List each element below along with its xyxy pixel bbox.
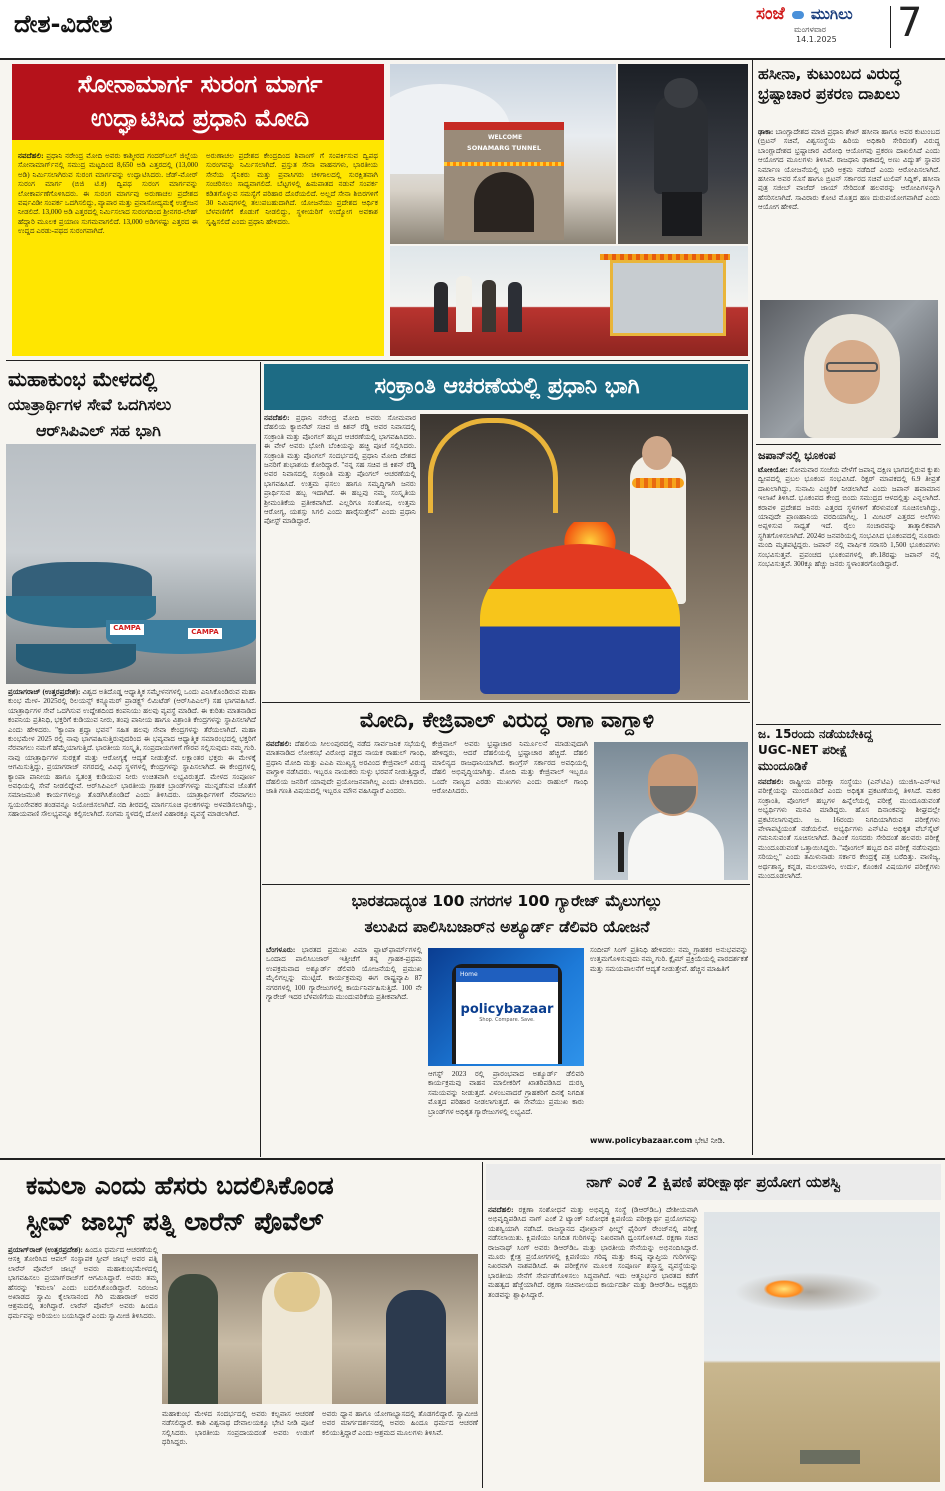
dignitary-4 (508, 282, 522, 332)
dignitary-2 (456, 276, 472, 332)
powell-col1: ಪ್ರಯಾಗ್‌ರಾಜ್ (ಉತ್ತರಪ್ರದೇಶ): ಹಿಂದೂ ಧರ್ಮದ ಆಚರಣೆಯಲ್ಲಿ ಆಸಕ್ತಿ ತೋರಿಸಿದ ಆಪಲ್ ಸಂಸ್ಥಾಪಕ ಸ್ಟೀವ್ ಜಾಬ್ಸ್ ಅವರ ಪತ್ನಿ ಲಾರೆನ್ ಪೊವೆಲ್ ಜಾಬ್ಸ್ ಅವರು ಮಹಾಕುಂಭಮೇಳದಲ್ಲಿ ಭಾಗವಹಿಸಲು ಪ್ರಯಾಗ್‌ರಾಜ್‌ಗೆ ಆಗಮಿಸಿದ್ದಾರೆ. ಅವರು ತಮ್ಮ ಹೆಸರನ್ನು 'ಕಮಲಾ' ಎಂದು ಬದಲಿಸಿಕೊಂಡಿದ್ದಾರೆ. ನಿರಂಜನಿ ಅಖಾಡದ ಸ್ವಾಮಿ ಕೈಲಾಸಾನಂದ ಗಿರಿ ಮಹಾರಾಜ್ ಅವರ ಆಶ್ರಮದಲ್ಲಿ ತಂಗಿದ್ದಾರೆ. ಲಾರೆನ್ ಪೊವೆಲ್ ಅವರು ಹಿಂದೂ ಧರ್ಮವನ್ನು ಅರಿಯಲು ಬಯಸಿದ್ದಾರೆ ಎಂದು ಸ್ವಾಮೀಜಿ ತಿಳಿಸಿದರು. (8, 1246, 158, 1320)
page-number: 7 (897, 0, 923, 46)
sonamarg-dateline: ನವದೆಹಲಿ: (18, 152, 44, 160)
dignitary-3 (482, 280, 496, 332)
policybazaar-link[interactable]: www.policybazaar.com (590, 1136, 693, 1145)
rahul-shirt (628, 812, 724, 880)
sonamarg-headline-line2: ಉದ್ಘಾಟಿಸಿದ ಪ್ರಧಾನಿ ಮೋದಿ (90, 104, 310, 132)
sonamarg-story (8, 62, 748, 358)
kumbh-headline-line2: ಯಾತ್ರಾರ್ಥಿಗಳ ಸೇವೆ ಒದಗಿಸಲು (8, 395, 172, 414)
boat-3 (16, 644, 136, 674)
missile-launch-photo (704, 1212, 940, 1482)
japan-headline: ಜಪಾನ್‌ನಲ್ಲಿ ಭೂಕಂಪ (758, 449, 836, 462)
pm-head (642, 436, 672, 470)
brand-name-sanje: ಸಂಜೆ (756, 4, 785, 24)
ugc-net-story (756, 726, 941, 1156)
marigold-garland-2 (632, 478, 684, 488)
kumbh-headline-line3: ಆರ್‌ಸಿಪಿಎಲ್ ಸಹ ಭಾಗಿ (36, 421, 161, 440)
pm-walking-photo (618, 64, 748, 244)
nag-dateline: ನವದೆಹಲಿ: (488, 1206, 514, 1214)
sonamarg-col1: ನವದೆಹಲಿ: ಪ್ರಧಾನಿ ನರೇಂದ್ರ ಮೋದಿ ಅವರು ಕಾಶ್ಮೀರದ ಗಂದರ್‌ಬಲ್ ಜಿಲ್ಲೆಯ ಸೋನಾಮಾರ್ಗ್‌ನಲ್ಲಿ ಸಮುದ್ರ ಮಟ್ಟದಿಂದ 8,650 ಅಡಿ ಎತ್ತರದಲ್ಲಿ (13,000 ಅಡಿ) ನಿರ್ಮಿಸಲಾಗಿರುವ ಸುರಂಗ ಮಾರ್ಗವನ್ನು ಉದ್ಘಾಟಿಸಿದರು. ಜೆಡ್-ಮೋರ್ ಸುರಂಗ ಮಾರ್ಗ (ಬಿಜಿ ಟಿ.ಕ) ದ್ವಿಪಥ ಸುರಂಗ ಮಾರ್ಗವನ್ನು ಲೋಕಾರ್ಪಣೆಗೊಳಿಸಿದರು. ಈ ಸುರಂಗ ಮಾರ್ಗವು ಅರುಣಾಚಲ ಪ್ರದೇಶದ ವರ್ಷವಿಡೀ ಸಂಪರ್ಕ ಒದಗಿಸಲಿದ್ದು, ವ್ಯಾಪಾರ ಮತ್ತು ಪ್ರವಾಸೋದ್ಯಮಕ್ಕೆ ಉತ್ತೇಜನ ನೀಡಲಿದೆ. 13,000 ಅಡಿ ಎತ್ತರದಲ್ಲಿ ನಿರ್ಮಿಸಲಾದ ಸುರಂಗದಿಂದ ಶ್ರೀನಗರ-ಲೇಹ್ ಹೆದ್ದಾರಿ ಮೂಲಕ ಪ್ರಯಾಣ ಸುಗಮವಾಗಲಿದೆ. 13,000 ಅಡಿಗಳಷ್ಟು ಎತ್ತರದ ಈ ಉದ್ದದ ಎರಡು-ಪಥದ ಸುರಂಗವಾಗಿದೆ. (18, 152, 198, 236)
hasina-face (824, 340, 880, 404)
powell-col2: ಮಹಾಕುಂಭ ಮೇಳದ ಸಂದರ್ಭದಲ್ಲಿ ಅವರು ಕಲ್ಪವಾಸ ಆಚರಣೆ ನಡೆಸಲಿದ್ದಾರೆ. ಕಾಶಿ ವಿಶ್ವನಾಥ ದೇವಾಲಯಕ್ಕೂ ಭೇಟಿ ನೀಡಿ ಪೂಜೆ ಸಲ್ಲಿಸಿದರು. ಭಾರತೀಯ ಸಂಪ್ರದಾಯದಂತೆ ಅವರು ಉಡುಗೆ ಧರಿಸಿದ್ದರು. (162, 1410, 314, 1447)
marigold-garland (600, 254, 730, 260)
brand-name-mugilu: ಮುಗಿಲು (810, 5, 853, 23)
issue-date: 14.1.2025 (796, 35, 837, 44)
tunnel-entrance-photo (390, 64, 616, 244)
pb-dateline: ಬೆಂಗಳೂರು: (266, 946, 296, 954)
pb-headline-line1: ಭಾರತದಾದ್ಯಂತ 100 ನಗರಗಳ 100 ಗ್ಯಾರೇಜ್ ಮೈಲುಗಲ್ಲು (351, 892, 663, 910)
inauguration-ceremony-photo (390, 246, 748, 356)
kumbh-body: ಪ್ರಯಾಗರಾಜ್ (ಉತ್ತರಪ್ರದೇಶ): ವಿಶ್ವದ ಅತಿದೊಡ್ಡ ಆಧ್ಯಾತ್ಮಿಕ ಸಮ್ಮೇಳನಗಳಲ್ಲಿ ಒಂದು ಎನಿಸಿಕೊಂಡಿರುವ ಮಹಾ ಕುಂಭ ಮೇಳ- 2025ರಲ್ಲಿ ರಿಲಯನ್ಸ್ ಕನ್ಸ್ಯೂಮರ್ ಪ್ರಾಡಕ್ಟ್ಸ್ ಲಿಮಿಟೆಡ್ (ಆರ್‌ಸಿಪಿಎಲ್) ಸಹ ಭಾಗವಹಿಸಿದೆ. ಯಾತ್ರಾರ್ಥಿಗಳ ಸೇವೆ ಒದಗಿಸುವ ಉದ್ದೇಶದಿಂದ ಕಂಪನಿಯು ಹಲವು ವ್ಯವಸ್ಥೆ ಮಾಡಿದೆ. ಈ ಕುರಿತು ಮಾತನಾಡಿದ ಕಂಪನಿಯ ಪ್ರತಿನಿಧಿ, ಭಕ್ತರಿಗೆ ಕುಡಿಯುವ ನೀರು, ತಂಪು ಪಾನೀಯ ಹಾಗೂ ವಿಶ್ರಾಂತಿ ಕೇಂದ್ರಗಳನ್ನು ಸ್ಥಾಪಿಸಲಾಗಿದೆ ಎಂದು ಹೇಳಿದರು. "ಕ್ಯಾಂಪಾ ಶ್ರದ್ಧಾ ಭವನ" ಸಹಿತ ಹಲವು ಸೇವಾ ಕೇಂದ್ರಗಳನ್ನು ತೆರೆಯಲಾಗಿದೆ. ಮಹಾ ಕುಂಭಮೇಳ 2025 ರಲ್ಲಿ ನಾವು ಭಾಗವಹಿಸುತ್ತಿರುವುದರಿಂದ ಈ ಭವ್ಯವಾದ ಆಧ್ಯಾತ್ಮಿಕ ಸಮಾರಂಭದಲ್ಲಿ ಭಕ್ತರಿಗೆ ನೆರವಾಗಲು ನಮಗೆ ಹೆಮ್ಮೆಯಾಗುತ್ತಿದೆ. ಭಾರತೀಯ ಸಂಸ್ಕೃತಿ, ಸಂಪ್ರದಾಯಗಳಿಗೆ ಗೌರವ ಸಲ್ಲಿಸುವುದು ನಮ್ಮ ಗುರಿ. ನಾವು ಯಾತ್ರಾರ್ಥಿಗಳ ಸುರಕ್ಷತೆ ಮತ್ತು ಆರೋಗ್ಯಕ್ಕೆ ಆದ್ಯತೆ ನೀಡುತ್ತೇವೆ. ಲಕ್ಷಾಂತರ ಭಕ್ತರು ಈ ಮೇಳಕ್ಕೆ ಆಗಮಿಸುತ್ತಿದ್ದು, ಪ್ರಯಾಗರಾಜ್ ನಗರದಲ್ಲಿ ವಿವಿಧ ಸ್ಥಳಗಳಲ್ಲಿ ಕೇಂದ್ರಗಳನ್ನು ಸ್ಥಾಪಿಸಲಾಗಿದೆ. ಈ ಕೇಂದ್ರಗಳಲ್ಲಿ ಕ್ಯಾಂಪಾ ಪಾನೀಯ ಹಾಗೂ ಸ್ವತಂತ್ರ ಕುಡಿಯುವ ನೀರು ಉಚಿತವಾಗಿ ಲಭ್ಯವಿರುತ್ತದೆ. ಮೇಳದ ಸಂಪೂರ್ಣ ಅವಧಿಯಲ್ಲಿ ಸೇವೆ ನೀಡಲಿದ್ದೇವೆ. ಆರ್‌ಸಿಪಿಎಲ್ ಭಾರತೀಯ ಗ್ರಾಹಕ ಬ್ರಾಂಡ್‌ಗಳನ್ನು ಮುನ್ನಡೆಸುವ ಜೊತೆಗೆ ಸಮಾಜಮುಖಿ ಕಾರ್ಯಗಳಲ್ಲೂ ತೊಡಗಿಸಿಕೊಂಡಿದೆ ಎಂದು ತಿಳಿಸಿದರು. ಯಾತ್ರಾರ್ಥಿಗಳಿಗೆ ನೆರವಾಗಲು ಸ್ವಯಂಸೇವಕರ ತಂಡವನ್ನೂ ನಿಯೋಜಿಸಲಾಗಿದೆ. ನದಿ ತೀರದಲ್ಲಿ ಮಾರ್ಗಸೂಚಿ ಫಲಕಗಳನ್ನು ಅಳವಡಿಸಲಾಗಿದ್ದು, ಸಹಾಯವಾಣಿ ಸೌಲಭ್ಯವನ್ನೂ ಕಲ್ಪಿಸಲಾಗಿದೆ. ಸಂಗಮ ಸ್ಥಳದಲ್ಲಿ ದೋಣಿ ವಿಹಾರಕ್ಕೂ ವ್ಯವಸ್ಥೆ ಮಾಡಲಾಗಿದೆ. (8, 688, 256, 819)
pb-col2: ಆಗಸ್ಟ್ 2023 ರಲ್ಲಿ ಪ್ರಾರಂಭವಾದ ಅಶ್ಯೂರ್ಡ್ ಡೆಲಿವರಿ ಕಾರ್ಯಕ್ರಮವು ವಾಹನ ಮಾಲೀಕರಿಗೆ ಖಾತರಿಪಡಿಸಿದ ದುರಸ್ತಿ ಸಮಯವನ್ನು ನೀಡುತ್ತದೆ. ವಿಳಂಬವಾದರೆ ಗ್ರಾಹಕರಿಗೆ ದಿನಕ್ಕೆ ನಿಗದಿತ ಮೊತ್ತದ ಪರಿಹಾರ ನೀಡಲಾಗುತ್ತದೆ. ಈ ಸೇವೆಯು ಪ್ರಮುಖ ಕಾರು ಬ್ರಾಂಡ್‌ಗಳ ಅಧಿಕೃತ ಗ್ಯಾರೇಜುಗಳಲ್ಲಿ ಲಭ್ಯವಿದೆ. (428, 1070, 584, 1116)
rahul-dateline: ನವದೆಹಲಿ: (266, 740, 292, 748)
missile-flame (764, 1280, 804, 1298)
pb-headline-line2: ತಲುಪಿದ ಪಾಲಿಸಿಬಜಾರ್‌ನ ಅಶ್ಯೂರ್ಡ್ ಡೆಲಿವರಿ ಯೋಜನೆ (364, 918, 650, 936)
phone-tagline: Shop. Compare. Save. (479, 1017, 535, 1023)
powell-photo (162, 1254, 478, 1404)
nag-headline: ನಾಗ್ ಎಂಕೆ 2 ಕ್ಷಿಪಣಿ ಪರೀಕ್ಷಾರ್ಥ ಪ್ರಯೋಗ ಯಶಸ್ವಿ (586, 1173, 841, 1191)
tunnel-sign-top: WELCOME (487, 134, 523, 141)
section-title: ದೇಶ-ವಿದೇಶ (14, 10, 113, 38)
issue-day: ಮಂಗಳವಾರ (794, 25, 827, 34)
campa-banner-2: CAMPA (188, 628, 222, 639)
sankranti-body: ನವದೆಹಲಿ: ಪ್ರಧಾನಿ ನರೇಂದ್ರ ಮೋದಿ ಅವರು ಸೋಮವಾರ ದೆಹಲಿಯ ಕ್ಯಾಬಿನೆಟ್ ಸಚಿವ ಜಿ ಕಿಶನ್ ರೆಡ್ಡಿ ಅವರ ನಿವಾಸದಲ್ಲಿ ಸಂಕ್ರಾಂತಿ ಮತ್ತು ಪೊಂಗಲ್ ಹಬ್ಬದ ಆಚರಣೆಯಲ್ಲಿ ಭಾಗವಹಿಸಿದರು. ಈ ವೇಳೆ ಅವರು ಭೋಗಿ ಬೆಂಕಿಯನ್ನು ಹಚ್ಚಿ ಪೂಜೆ ಸಲ್ಲಿಸಿದರು. ಸಂಕ್ರಾಂತಿ ಮತ್ತು ಪೊಂಗಲ್ ಸಂದರ್ಭದಲ್ಲಿ ಪ್ರಧಾನಿ ಮೋದಿ ದೇಶದ ಜನರಿಗೆ ಶುಭಾಶಯ ಕೋರಿದ್ದಾರೆ. "ನನ್ನ ಸಹ ಸಚಿವ ಜಿ ಕಿಶನ್ ರೆಡ್ಡಿ ಅವರ ನಿವಾಸದಲ್ಲಿ ಸಂಕ್ರಾಂತಿ ಮತ್ತು ಪೊಂಗಲ್ ಆಚರಣೆಯಲ್ಲಿ ಭಾಗವಹಿಸಿದೆ. ಉತ್ತಮ ಫಸಲು ಹಾಗೂ ಸಮೃದ್ಧಿಗಾಗಿ ಜನರು ಪ್ರಾರ್ಥಿಸುವ ಹಬ್ಬ ಇದಾಗಿದೆ. ಈ ಹಬ್ಬವು ನಮ್ಮ ಸಂಸ್ಕೃತಿಯ ಶ್ರೀಮಂತಿಕೆಯ ಪ್ರತೀಕವಾಗಿದೆ. ಎಲ್ಲರಿಗೂ ಸಂತೋಷ, ಉತ್ತಮ ಆರೋಗ್ಯ, ಯಶಸ್ಸು ಸಿಗಲಿ ಎಂದು ಹಾರೈಸುತ್ತೇನೆ" ಎಂದು ಪ್ರಧಾನಿ ಪೋಸ್ಟ್ ಮಾಡಿದ್ದಾರೆ. (264, 414, 416, 526)
powell-headline-line2: ಸ್ಟೀವ್ ಜಾಬ್ಸ್ ಪತ್ನಿ ಲಾರೆನ್ ಪೊವೆಲ್ (26, 1207, 324, 1236)
decorated-arch (428, 418, 558, 513)
nag-missile-story (486, 1162, 941, 1488)
pm-coat (654, 94, 708, 194)
tunnel-arch (474, 172, 534, 232)
sankranti-dateline: ನವದೆಹಲಿ: (264, 414, 290, 422)
phone-app-bar (456, 968, 558, 982)
hasina-dateline: ಢಾಕಾ: (758, 128, 774, 136)
phone-screen (452, 964, 562, 1064)
pb-url-line: www.policybazaar.com ಭೇಟಿ ನೀಡಿ. (590, 1136, 726, 1145)
pm-legs (662, 192, 702, 236)
powell-headline-line1: ಕಮಲಾ ಎಂದು ಹೆಸರು ಬದಲಿಸಿಕೊಂಡ (26, 1171, 334, 1200)
masthead (0, 0, 945, 58)
japan-story (756, 446, 941, 726)
rahul-headline: ಮೋದಿ, ಕೇಜ್ರಿವಾಲ್ ವಿರುದ್ಧ ರಾಗಾ ವಾಗ್ದಾಳಿ (359, 708, 655, 732)
microphone (618, 832, 624, 872)
bonfire-ceremony-photo (420, 414, 748, 700)
powell-story (6, 1162, 480, 1488)
missile-smoke (734, 1272, 884, 1312)
pb-col1: ಬೆಂಗಳೂರು: ಭಾರತದ ಪ್ರಮುಖ ವಿಮಾ ಪ್ಲಾಟ್‌ಫಾರ್ಮ್‌ಗಳಲ್ಲಿ ಒಂದಾದ ಪಾಲಿಸಿಬಜಾರ್ ಇತ್ತೀಚೆಗೆ ತನ್ನ ಗ್ರಾಹಕ-ಪ್ರಥಮ ಉಪಕ್ರಮವಾದ ಅಶ್ಯೂರ್ಡ್ ಡೆಲಿವರಿ ಯೋಜನೆಯಲ್ಲಿ ಪ್ರಮುಖ ಮೈಲಿಗಲ್ಲನ್ನು ಮುಟ್ಟಿದೆ. ಕಾರ್ಯಕ್ರಮವು ಈಗ ರಾಷ್ಟ್ರವ್ಯಾಪಿ 87 ನಗರಗಳಲ್ಲಿ 100 ಗ್ಯಾರೇಜುಗಳಲ್ಲಿ ಕಾರ್ಯನಿರ್ವಹಿಸುತ್ತಿದೆ. 100 ನೇ ಗ್ಯಾರೇಜ್ ಇದರ ಬೆಳವಣಿಗೆಯ ಮುಂದುವರಿಕೆಯ ಪ್ರತೀಕವಾಗಿದೆ. (266, 946, 422, 1002)
powell-hair (274, 1272, 320, 1312)
hasina-body: ಢಾಕಾ: ಬಾಂಗ್ಲಾದೇಶದ ಮಾಜಿ ಪ್ರಧಾನಿ ಶೇಖ್ ಹಸೀನಾ ಹಾಗೂ ಅವರ ಕುಟುಂಬದ (ಬ್ರಿಟನ್ ಸಚಿವೆ, ವಿಶ್ವಸಂಸ್ಥೆಯ ಹಿರಿಯ ಅಧಿಕಾರಿ ಸೇರಿದಂತೆ) ವಿರುದ್ಧ ಬಾಂಗ್ಲಾದೇಶದ ಭ್ರಷ್ಟಾಚಾರ ವಿರೋಧಿ ಆಯೋಗವು ಪ್ರಕರಣ ದಾಖಲಿಸಿದೆ ಎಂದು ಆಯೋಗದ ಮೂಲಗಳು ತಿಳಿಸಿವೆ. ರಾಜಧಾನಿ ಢಾಕಾದಲ್ಲಿ ಅಣು ವಿದ್ಯುತ್ ಸ್ಥಾವರ ನಿರ್ಮಾಣ ಯೋಜನೆಯಲ್ಲಿ ಭಾರಿ ಅಕ್ರಮ ನಡೆದಿದೆ ಎಂದು ಆರೋಪಿಸಲಾಗಿದೆ. ಹಸೀನಾ ಅವರ ಸೊಸೆ ಹಾಗೂ ಬ್ರಿಟನ್ ಸರ್ಕಾರದ ಸಚಿವೆ ಟುಲಿಪ್ ಸಿದ್ದಿಕ್, ಹಸೀನಾ ಪುತ್ರ ಸಜೀಬ್ ವಾಜೆದ್ ಜಾಯ್ ಸೇರಿದಂತೆ ಹಲವರನ್ನು ಆರೋಪಿಗಳನ್ನಾಗಿ ಹೆಸರಿಸಲಾಗಿದೆ. ಸಾವಿರಾರು ಕೋಟಿ ಮೊತ್ತದ ಹಣ ದುರುಪಯೋಗವಾಗಿದೆ ಎಂದು ಆಯೋಗ ಹೇಳಿದೆ. (758, 128, 940, 212)
campa-banner-1: CAMPA (110, 624, 144, 635)
kumbh-story (6, 362, 258, 1157)
rahul-col2: ಕೇಜ್ರಿವಾಲ್ ಅವರು ಭ್ರಷ್ಟಾಚಾರ ನಿರ್ಮೂಲನೆ ಮಾಡುವುದಾಗಿ ಹೇಳಿದ್ದರು, ಆದರೆ ದೆಹಲಿಯಲ್ಲಿ ಭ್ರಷ್ಟಾಚಾರ ಹೆಚ್ಚಿದೆ. ದೆಹಲಿ ಮಾಲಿನ್ಯದ ರಾಜಧಾನಿಯಾಗಿದೆ. ಕಾಂಗ್ರೆಸ್ ಸರ್ಕಾರದ ಅವಧಿಯಲ್ಲಿ ದೆಹಲಿ ಅಭಿವೃದ್ಧಿಯಾಗಿತ್ತು. ಮೋದಿ ಮತ್ತು ಕೇಜ್ರಿವಾಲ್ ಇಬ್ಬರೂ ಒಂದೇ ನಾಣ್ಯದ ಎರಡು ಮುಖಗಳು ಎಂದು ರಾಹುಲ್ ಗಾಂಧಿ ಆರೋಪಿಸಿದರು. (432, 740, 588, 796)
japan-body: ಟೋಕಿಯೋ: ಸೋಮವಾರ ಸಂಜೆಯ ವೇಳೆಗೆ ಜಪಾನ್ನ ದಕ್ಷಿಣ ಭಾಗದಲ್ಲಿರುವ ಕ್ಯುಶು ದ್ವೀಪದಲ್ಲಿ ಪ್ರಬಲ ಭೂಕಂಪ ಸಂಭವಿಸಿದೆ. ರಿಕ್ಟರ್ ಮಾಪಕದಲ್ಲಿ 6.9 ತೀವ್ರತೆ ದಾಖಲಾಗಿದ್ದು, ಸುನಾಮಿ ಎಚ್ಚರಿಕೆ ನೀಡಲಾಗಿದೆ ಎಂದು ಜಪಾನ್ ಹವಾಮಾನ ಇಲಾಖೆ ತಿಳಿಸಿದೆ. ಭೂಕಂಪದ ಕೇಂದ್ರ ಬಿಂದು ಸಮುದ್ರದ ಆಳದಲ್ಲಿತ್ತು ಎನ್ನಲಾಗಿದೆ. ಕರಾವಳಿ ಪ್ರದೇಶದ ಜನರು ಎತ್ತರದ ಸ್ಥಳಗಳಿಗೆ ತೆರಳುವಂತೆ ಸೂಚಿಸಲಾಗಿದ್ದು, ಯಾವುದೇ ಪ್ರಾಣಹಾನಿಯ ವರದಿಯಾಗಿಲ್ಲ. 1 ಮೀಟರ್ ಎತ್ತರದ ಅಲೆಗಳು ಅಪ್ಪಳಿಸುವ ಸಾಧ್ಯತೆ ಇದೆ. ರೈಲು ಸಂಚಾರವನ್ನು ತಾತ್ಕಾಲಿಕವಾಗಿ ಸ್ಥಗಿತಗೊಳಿಸಲಾಗಿದೆ. 2024ರ ಜನವರಿಯಲ್ಲಿ ಸಂಭವಿಸಿದ ಭೂಕಂಪದಲ್ಲಿ ನೂರಾರು ಮಂದಿ ಮೃತಪಟ್ಟಿದ್ದರು. ಜಪಾನ್ ನಲ್ಲಿ ವಾರ್ಷಿಕ ಸರಾಸರಿ 1,500 ಭೂಕಂಪಗಳು ಸಂಭವಿಸುತ್ತವೆ. ಪ್ರಪಂಚದ ಭೂಕಂಪಗಳಲ್ಲಿ ಶೇ.18ರಷ್ಟು ಜಪಾನ್ ನಲ್ಲಿ ಸಂಭವಿಸುತ್ತವೆ. 300ಕ್ಕೂ ಹೆಚ್ಚು ಜನರು ಸ್ಥಳಾಂತರಗೊಂಡಿದ್ದಾರೆ. (758, 466, 940, 569)
rahul-gandhi-photo (594, 742, 748, 880)
pb-col3: ಸಂದೀಪ್ ಸಿಂಗ್ ಪ್ರತಿನಿಧಿ ಹೇಳಿದರು: ನಮ್ಮ ಗ್ರಾಹಕರ ಅನುಭವವನ್ನು ಉತ್ತಮಗೊಳಿಸುವುದು ನಮ್ಮ ಗುರಿ. ಕ್ಲೈಮ್ ಪ್ರಕ್ರಿಯೆಯಲ್ಲಿ ಪಾರದರ್ಶಕತೆ ಮತ್ತು ಸಮಯಪಾಲನೆಗೆ ಆದ್ಯತೆ ನೀಡುತ್ತೇವೆ. ಹೆಚ್ಚಿನ ಮಾಹಿತಿಗೆ (590, 946, 748, 973)
kumbh-dateline: ಪ್ರಯಾಗರಾಜ್ (ಉತ್ತರಪ್ರದೇಶ): (8, 688, 81, 696)
rahul-col1: ನವದೆಹಲಿ: ದೆಹಲಿಯ ಸೀಲಂಪುರದಲ್ಲಿ ನಡೆದ ಸಾರ್ವಜನಿಕ ಸಭೆಯಲ್ಲಿ ಮಾತನಾಡಿದ ಲೋಕಸಭೆ ವಿರೋಧ ಪಕ್ಷದ ನಾಯಕ ರಾಹುಲ್ ಗಾಂಧಿ, ಪ್ರಧಾನಿ ಮೋದಿ ಮತ್ತು ಎಎಪಿ ಮುಖ್ಯಸ್ಥ ಅರವಿಂದ ಕೇಜ್ರಿವಾಲ್ ವಿರುದ್ಧ ವಾಗ್ದಾಳಿ ನಡೆಸಿದರು. ಇಬ್ಬರೂ ನಾಯಕರು ಸುಳ್ಳು ಭರವಸೆ ನೀಡುತ್ತಿದ್ದಾರೆ, ದೆಹಲಿಯ ಜನರಿಗೆ ಯಾವುದೇ ಪ್ರಯೋಜನವಾಗಿಲ್ಲ ಎಂದು ಟೀಕಿಸಿದರು. ಜಾತಿ ಗಣತಿ ವಿಷಯದಲ್ಲಿ ಇಬ್ಬರೂ ಮೌನ ವಹಿಸಿದ್ದಾರೆ ಎಂದರು. (266, 740, 426, 796)
target-tank (800, 1450, 860, 1464)
brand-logo (756, 4, 896, 44)
sonamarg-col2: ಅರುಣಾಚಲ ಪ್ರದೇಶದ ಕೇಂದ್ರದಿಂದ ಶಿವಾಂಗ್ ಗೆ ಸಂಪರ್ಕಿಸುವ ದ್ವಿಪಥ ಸುರಂಗವನ್ನು ನಿರ್ಮಿಸಲಾಗಿದೆ. ಪ್ರಸ್ತುತ ಸೇನಾ ವಾಹನಗಳು, ಭಾರತೀಯ ಸೇನೆಯ ಸೈನಿಕರು ಮತ್ತು ಪ್ರವಾಸಿಗರು ಚಳಿಗಾಲದಲ್ಲಿ ಸುರಕ್ಷಿತವಾಗಿ ಸಂಚರಿಸಲು ಸಾಧ್ಯವಾಗಲಿದೆ. ಬೆಟ್ಟಗಳಲ್ಲಿ ಹಿಮಪಾತದ ನಡುವೆ ಸಂಪರ್ಕ ಕಡಿತಗೊಳ್ಳುವ ಸಮಸ್ಯೆಗೆ ಪರಿಹಾರ ದೊರೆಯಲಿದೆ. ಅಲ್ಲದೆ ಸೇನಾ ಶಿಬಿರಗಳಿಗೆ 30 ನಿಮಿಷಗಳಲ್ಲಿ ತಲುಪಬಹುದಾಗಿದೆ. ಯೋಜನೆಯು ಪ್ರದೇಶದ ಆರ್ಥಿಕ ಬೆಳವಣಿಗೆಗೆ ಕೊಡುಗೆ ನೀಡಲಿದ್ದು, ಸ್ಥಳೀಯರಿಗೆ ಉದ್ಯೋಗ ಅವಕಾಶ ಸೃಷ್ಟಿಸಲಿದೆ ಎಂದು ಪ್ರಧಾನಿ ಹೇಳಿದರು. (206, 152, 378, 226)
tunnel-sign: SONAMARG TUNNEL (467, 144, 541, 152)
ugc-dateline: ನವದೆಹಲಿ: (758, 778, 784, 786)
nag-body: ನವದೆಹಲಿ: ರಕ್ಷಣಾ ಸಂಶೋಧನೆ ಮತ್ತು ಅಭಿವೃದ್ಧಿ ಸಂಸ್ಥೆ (ಡಿಆರ್‌ಡಿಒ) ದೇಶೀಯವಾಗಿ ಅಭಿವೃದ್ಧಿಪಡಿಸಿದ ನಾಗ್ ಎಂಕೆ 2 ಟ್ಯಾಂಕ್ ನಿರೋಧಕ ಕ್ಷಿಪಣಿಯ ಪರೀಕ್ಷಾರ್ಥ ಪ್ರಯೋಗವನ್ನು ಯಶಸ್ವಿಯಾಗಿ ನಡೆಸಿದೆ. ರಾಜಸ್ಥಾನದ ಪೋಖ್ರಾನ್ ಫೀಲ್ಡ್ ಫೈರಿಂಗ್ ರೇಂಜ್‌ನಲ್ಲಿ ಪರೀಕ್ಷೆ ನಡೆಸಲಾಯಿತು. ಕ್ಷಿಪಣಿಯು ನಿಗದಿತ ಗುರಿಗಳನ್ನು ನಿಖರವಾಗಿ ಧ್ವಂಸಗೊಳಿಸಿದೆ. ರಕ್ಷಣಾ ಸಚಿವ ರಾಜನಾಥ್ ಸಿಂಗ್ ಅವರು ಡಿಆರ್‌ಡಿಒ ಮತ್ತು ಭಾರತೀಯ ಸೇನೆಯನ್ನು ಅಭಿನಂದಿಸಿದ್ದಾರೆ. ಮೂರು ಕ್ಷೇತ್ರ ಪ್ರಯೋಗಗಳಲ್ಲಿ ಕ್ಷಿಪಣಿಯು ಗರಿಷ್ಠ ಮತ್ತು ಕನಿಷ್ಠ ವ್ಯಾಪ್ತಿಯ ಗುರಿಗಳನ್ನು ನಿಖರವಾಗಿ ನಾಶಪಡಿಸಿದೆ. ಈ ಪರೀಕ್ಷೆಗಳ ಮೂಲಕ ಸಂಪೂರ್ಣ ಶಸ್ತ್ರಾಸ್ತ್ರ ವ್ಯವಸ್ಥೆಯನ್ನು ಭಾರತೀಯ ಸೇನೆಗೆ ಸೇರ್ಪಡೆಗೊಳಿಸಲು ಸಿದ್ಧವಾಗಿದೆ. ಇದು ಆತ್ಮನಿರ್ಭರ ಭಾರತದ ಕಡೆಗೆ ಮಹತ್ವದ ಹೆಜ್ಜೆಯಾಗಿದೆ. ರಕ್ಷಣಾ ಸಚಿವಾಲಯದ ಕಾರ್ಯದರ್ಶಿ ಮತ್ತು ಡಿಆರ್‌ಡಿಒ ಅಧ್ಯಕ್ಷರು ತಂಡವನ್ನು ಶ್ಲಾಘಿಸಿದ್ದಾರೆ. (488, 1206, 698, 1299)
pm-hood (664, 78, 698, 108)
kumbh-boats-photo (6, 444, 256, 684)
ugc-body: ನವದೆಹಲಿ: ರಾಷ್ಟ್ರೀಯ ಪರೀಕ್ಷಾ ಸಂಸ್ಥೆಯು (ಎನ್‌ಟಿಎ) ಯುಜಿಸಿ-ಎನ್‌ಇಟಿ ಪರೀಕ್ಷೆಯನ್ನು ಮುಂದೂಡಿದೆ ಎಂದು ಅಧಿಕೃತ ಪ್ರಕಟಣೆಯಲ್ಲಿ ತಿಳಿಸಿದೆ. ಮಕರ ಸಂಕ್ರಾಂತಿ, ಪೊಂಗಲ್ ಹಬ್ಬಗಳ ಹಿನ್ನೆಲೆಯಲ್ಲಿ ಪರೀಕ್ಷೆ ಮುಂದೂಡುವಂತೆ ಅಭ್ಯರ್ಥಿಗಳು ಮನವಿ ಮಾಡಿದ್ದರು. ಹೊಸ ದಿನಾಂಕವನ್ನು ಶೀಘ್ರದಲ್ಲೇ ಪ್ರಕಟಿಸಲಾಗುವುದು. ಜ. 16ರಂದು ನಿಗದಿಯಾಗಿರುವ ಪರೀಕ್ಷೆಗಳು ವೇಳಾಪಟ್ಟಿಯಂತೆ ನಡೆಯಲಿವೆ. ಅಭ್ಯರ್ಥಿಗಳು ಎನ್‌ಟಿಎ ಅಧಿಕೃತ ವೆಬ್‌ಸೈಟ್ ಗಮನಿಸುವಂತೆ ಸೂಚಿಸಲಾಗಿದೆ. ಡಿಎಂಕೆ ಸಂಸದರು ಸೇರಿದಂತೆ ಹಲವರು ಪರೀಕ್ಷೆ ಮುಂದೂಡುವಂತೆ ಒತ್ತಾಯಿಸಿದ್ದರು. "ಪೊಂಗಲ್ ಹಬ್ಬದ ದಿನ ಪರೀಕ್ಷೆ ನಡೆಸುವುದು ಸರಿಯಲ್ಲ" ಎಂದು ತಮಿಳುನಾಡು ಸರ್ಕಾರ ಕೇಂದ್ರಕ್ಕೆ ಪತ್ರ ಬರೆದಿತ್ತು. ವಾಣಿಜ್ಯ, ಅರ್ಥಶಾಸ್ತ್ರ, ಕನ್ನಡ, ಮಲಯಾಳಂ, ಉರ್ದು, ಕೊಂಕಣಿ ವಿಷಯಗಳ ಪರೀಕ್ಷೆಗಳು ಮುಂದೂಡಲಾಗಿದೆ. (758, 778, 940, 881)
powell-col3: ಅವರು ಧ್ಯಾನ ಹಾಗೂ ಯೋಗಾಭ್ಯಾಸದಲ್ಲಿ ತೊಡಗಲಿದ್ದಾರೆ. ಸ್ವಾಮೀಜಿ ಅವರ ಮಾರ್ಗದರ್ಶನದಲ್ಲಿ ಅವರು ಹಿಂದೂ ಧರ್ಮದ ಆಚರಣೆ ಕಲಿಯುತ್ತಿದ್ದಾರೆ ಎಂದು ಆಶ್ರಮದ ಮೂಲಗಳು ತಿಳಿಸಿವೆ. (322, 1410, 478, 1437)
lights-string (444, 162, 564, 166)
phone-home-label: Home (460, 971, 478, 978)
hasina-photo (760, 300, 938, 438)
hasina-headline: ಹಸೀನಾ, ಕುಟುಂಬದ ವಿರುದ್ಧ ಭ್ರಷ್ಟಾಚಾರ ಪ್ರಕರಣ ದಾಖಲು (758, 65, 901, 103)
hasina-glasses (826, 362, 878, 372)
sankranti-story (262, 362, 750, 702)
rahul-story (262, 704, 750, 884)
ugc-headline-line1: ಜ. 15ರಂದು ನಡೆಯಬೇಕಿದ್ದ (758, 727, 873, 741)
hasina-story (756, 62, 941, 442)
cloud-icon (792, 11, 804, 19)
powell-dateline: ಪ್ರಯಾಗ್‌ರಾಜ್ (ಉತ್ತರಪ್ರದೇಶ): (8, 1246, 83, 1254)
man-left (168, 1274, 218, 1404)
policybazaar-phone-photo (428, 948, 584, 1066)
policybazaar-story (262, 886, 750, 1156)
dignitary-1 (434, 282, 448, 332)
ugc-headline-line3: ಮುಂದೂಡಿಕೆ (758, 759, 808, 773)
man-right (386, 1290, 446, 1404)
bonfire-pile (480, 544, 680, 694)
ugc-headline-line2: UGC-NET ಪರೀಕ್ಷೆ (758, 743, 848, 757)
sankranti-headline: ಸಂಕ್ರಾಂತಿ ಆಚರಣೆಯಲ್ಲಿ ಪ್ರಧಾನಿ ಭಾಗಿ (374, 374, 640, 399)
plaque (610, 260, 726, 336)
phone-brand: policybazaar (460, 1002, 554, 1017)
kumbh-headline-line1: ಮಹಾಕುಂಭ ಮೇಳದಲ್ಲಿ (8, 367, 158, 391)
sonamarg-headline-line1: ಸೋನಾಮಾರ್ಗ ಸುರಂಗ ಮಾರ್ಗ (77, 70, 323, 98)
japan-dateline: ಟೋಕಿಯೋ: (758, 466, 788, 474)
